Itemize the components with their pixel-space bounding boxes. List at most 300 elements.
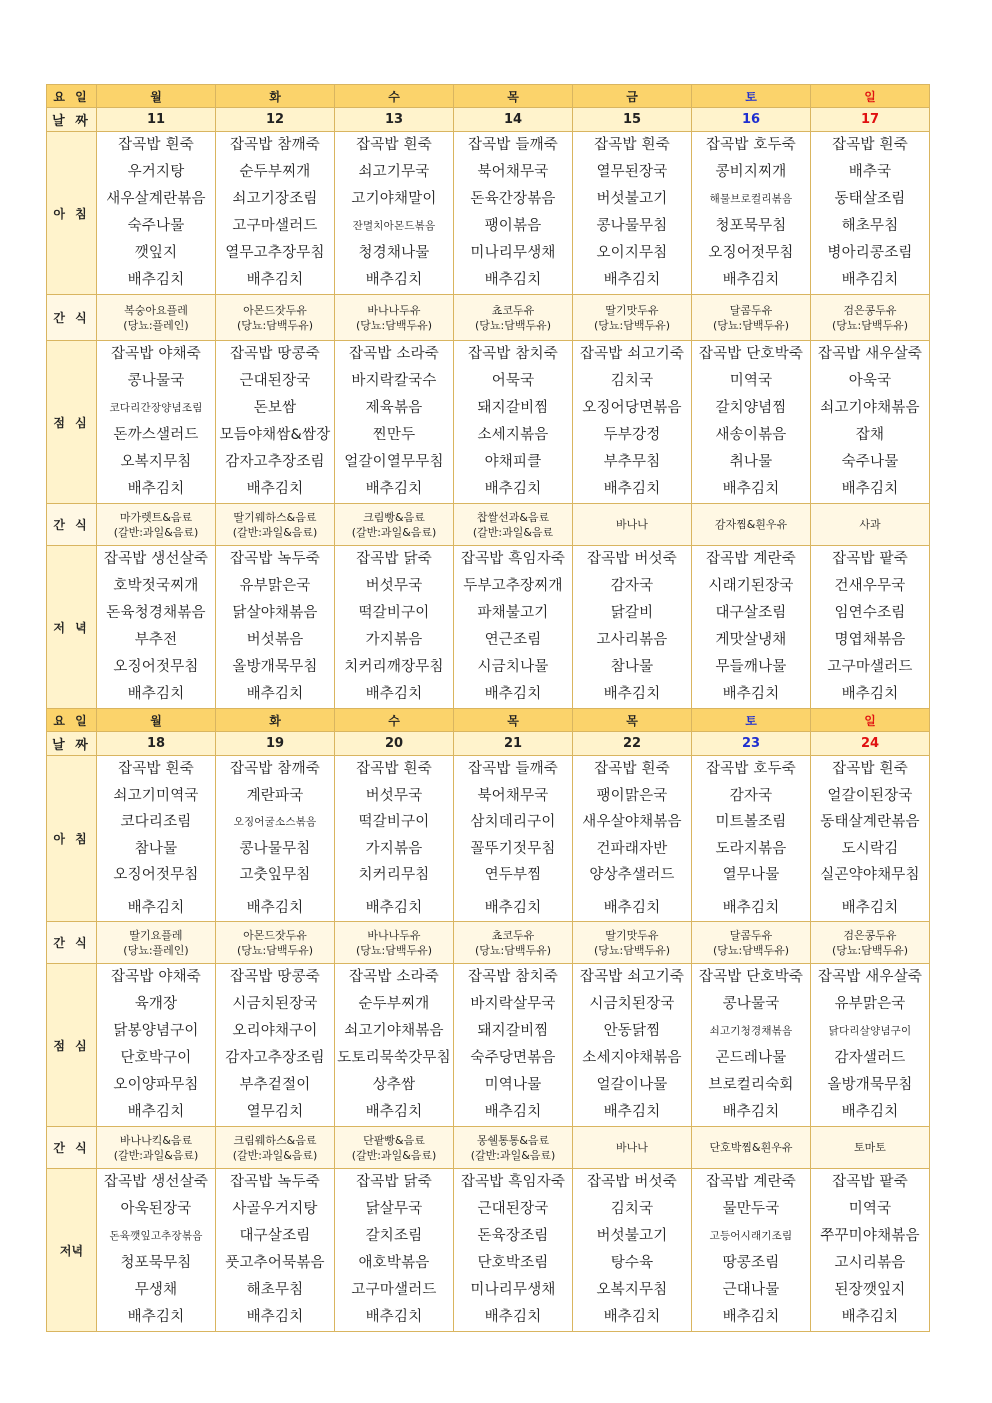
menu-item: 해초무침 — [841, 218, 899, 234]
snack-item: 딸기맛두유 — [605, 303, 659, 317]
menu-item: 배추김치 — [484, 899, 542, 916]
menu-item: 콩나물무침 — [239, 840, 311, 857]
date-number: 15 — [573, 108, 692, 132]
menu-item: 숙주당면볶음 — [470, 1050, 556, 1066]
snack_am-cell — [811, 922, 930, 964]
menu-item: 돈육청경채볶음 — [106, 605, 206, 621]
menu-item: 쇠고기무국 — [358, 164, 430, 180]
menu-item: 감자국 — [610, 578, 654, 594]
snack-item: 복숭아요플레 — [124, 303, 188, 317]
menu-item: 배추김치 — [246, 1309, 304, 1325]
menu-item: 버섯무국 — [365, 787, 423, 804]
breakfast-cell — [692, 132, 811, 295]
snack-item: (갈반:과일&음료) — [232, 1148, 318, 1162]
menu-item: 콩나물국 — [127, 373, 185, 389]
menu-item: 대구살조림 — [715, 605, 787, 621]
menu-item: 두부고추장찌개 — [463, 578, 563, 594]
menu-item: 잡곡밥 호두죽 — [705, 761, 797, 777]
menu-item: 닭다리살양념구이 — [828, 1025, 912, 1037]
snack-item: (당뇨:담백두유) — [355, 943, 433, 957]
menu-item: 배추김치 — [365, 686, 423, 702]
snack-item: 크림웨하스&음료 — [233, 1133, 317, 1147]
snack_am-cell — [811, 295, 930, 341]
menu-item: 북어채무국 — [477, 787, 549, 804]
menu-item: 열무고추장무침 — [225, 245, 325, 261]
dinner-cell — [573, 1169, 692, 1332]
menu-item: 배추김치 — [484, 272, 542, 288]
date-number: 23 — [692, 732, 811, 756]
menu-item: 미역국 — [729, 373, 773, 389]
menu-item: 배추김치 — [841, 1104, 899, 1120]
day-label: 요 일 — [47, 709, 97, 732]
snack-item: (갈반:과일&음료) — [351, 525, 437, 539]
menu-item: 오이양파무침 — [113, 1077, 199, 1093]
lunch-label: 점 심 — [47, 341, 97, 504]
menu-item: 시금치된장국 — [589, 996, 675, 1012]
menu-item: 잡곡밥 흰죽 — [356, 761, 432, 777]
snack-item: (당뇨:담백두유) — [831, 943, 909, 957]
menu-item: 오이지무침 — [596, 245, 668, 261]
menu-item: 제육볶음 — [365, 400, 423, 416]
menu-item: 아욱국 — [848, 373, 892, 389]
menu-item: 고사리볶음 — [596, 632, 668, 648]
menu-item: 새우살야채볶음 — [582, 814, 682, 830]
snack-item: (당뇨:플레인) — [123, 318, 189, 332]
breakfast-cell — [454, 756, 573, 922]
snack_am-cell — [216, 295, 335, 341]
menu-item: 잡곡밥 녹두죽 — [229, 1174, 321, 1190]
snack-item: 마가렛트&음료 — [119, 510, 193, 524]
snack_am-cell — [573, 295, 692, 341]
menu-item: 취나물 — [729, 454, 773, 470]
lunch-cell — [335, 341, 454, 504]
menu-item: 배추김치 — [603, 481, 661, 497]
day-label: 요 일 — [47, 85, 97, 108]
menu-item: 부추겉절이 — [239, 1077, 311, 1093]
breakfast-row — [47, 756, 930, 922]
snack-item: 아몬드잣두유 — [243, 928, 307, 942]
menu-item: 잡곡밥 생선살죽 — [103, 551, 209, 567]
menu-item: 감자고추장조림 — [225, 454, 325, 470]
snack-item: 달콤두유 — [729, 928, 773, 942]
breakfast-label: 아 침 — [47, 132, 97, 295]
snack_pm-cell — [573, 504, 692, 546]
date-number: 13 — [335, 108, 454, 132]
menu-item: 청경채나물 — [358, 245, 430, 261]
menu-item: 애호박볶음 — [358, 1255, 430, 1271]
menu-item: 미역국 — [848, 1201, 892, 1217]
day-name: 목 — [573, 709, 692, 732]
menu-item: 상추쌈 — [372, 1077, 416, 1093]
menu-item: 미역나물 — [484, 1077, 542, 1093]
snack-item: 달콤두유 — [729, 303, 773, 317]
lunch-cell — [454, 964, 573, 1127]
snack-item: 바나나 — [616, 518, 648, 531]
menu-item: 배추김치 — [722, 1309, 780, 1325]
snack-item: 감자찜&흰우유 — [714, 518, 788, 531]
day-name: 금 — [573, 85, 692, 108]
menu-item: 동태살계란볶음 — [820, 814, 920, 830]
dinner-cell — [454, 1169, 573, 1332]
menu-item: 고등어시래기조림 — [709, 1230, 793, 1242]
snack_am-cell — [692, 295, 811, 341]
menu-item: 무생채 — [134, 1282, 178, 1298]
menu-item: 우거지탕 — [127, 164, 185, 180]
menu-item: 북어채무국 — [477, 164, 549, 180]
snack-item: (갈반:과일&음료) — [351, 1148, 437, 1162]
snack-item: 크림빵&음료 — [363, 510, 425, 524]
snack-item: 바나나두유 — [367, 928, 421, 942]
day-name: 월 — [97, 85, 216, 108]
menu-item: 잡채 — [855, 427, 885, 443]
lunch-cell — [97, 964, 216, 1127]
snack-item: 쵸코두유 — [491, 303, 535, 317]
menu-item: 버섯불고기 — [596, 1228, 668, 1244]
menu-item: 배추김치 — [484, 481, 542, 497]
date-label: 날 짜 — [47, 732, 97, 756]
menu-item: 근대나물 — [722, 1282, 780, 1298]
lunch-cell — [454, 341, 573, 504]
menu-item: 잡곡밥 단호박죽 — [698, 346, 804, 362]
menu-item: 단호박조림 — [477, 1255, 549, 1271]
menu-item: 잡곡밥 쇠고기죽 — [579, 346, 685, 362]
menu-item: 배추김치 — [127, 686, 185, 702]
menu-item: 잡곡밥 땅콩죽 — [229, 346, 321, 362]
day-name: 토 — [692, 709, 811, 732]
date-number: 16 — [692, 108, 811, 132]
menu-item: 쇠고기야채볶음 — [344, 1023, 444, 1039]
menu-item: 배추김치 — [841, 686, 899, 702]
lunch-cell — [335, 964, 454, 1127]
snack_am-cell — [454, 295, 573, 341]
snack-item: (갈반:과일&음료) — [232, 525, 318, 539]
menu-item: 치커리깨장무침 — [344, 659, 444, 675]
menu-item: 배추김치 — [841, 1309, 899, 1325]
menu-item: 실곤약야채무침 — [820, 867, 920, 883]
menu-item: 오징어굴소스볶음 — [233, 816, 317, 828]
menu-item: 쇠고기장조림 — [232, 191, 318, 207]
menu-item: 배추김치 — [127, 481, 185, 497]
snack-item: (당뇨:담백두유) — [355, 318, 433, 332]
breakfast-cell — [692, 756, 811, 922]
menu-item: 팽이볶음 — [484, 218, 542, 234]
menu-item: 탕수육 — [610, 1255, 654, 1271]
menu-item: 잡곡밥 들깨죽 — [467, 761, 559, 777]
date-number: 18 — [97, 732, 216, 756]
menu-item: 잡곡밥 팥죽 — [832, 1174, 908, 1190]
dinner-cell — [692, 546, 811, 709]
menu-item: 배추김치 — [841, 481, 899, 497]
snack_pm-label: 간 식 — [47, 504, 97, 546]
breakfast-cell — [573, 132, 692, 295]
menu-item: 잡곡밥 닭죽 — [356, 551, 432, 567]
menu-item: 잡곡밥 단호박죽 — [698, 969, 804, 985]
snack_am-label: 간 식 — [47, 922, 97, 964]
day-name: 목 — [454, 85, 573, 108]
menu-item: 잡곡밥 생선살죽 — [103, 1174, 209, 1190]
menu-item: 청포묵무침 — [715, 218, 787, 234]
snack-item: (당뇨:플레인) — [123, 943, 189, 957]
date-number: 14 — [454, 108, 573, 132]
menu-item: 모듬야채쌈&쌈장 — [219, 427, 331, 443]
lunch-cell — [692, 341, 811, 504]
day-name: 토 — [692, 85, 811, 108]
menu-item: 얼갈이된장국 — [827, 787, 913, 804]
menu-item: 배추김치 — [246, 272, 304, 288]
menu-item: 콩비지찌개 — [715, 164, 787, 180]
menu-item: 배추김치 — [841, 899, 899, 916]
snack_pm-cell — [97, 504, 216, 546]
menu-item: 쇠고기미역국 — [113, 787, 199, 804]
menu-item: 닭갈비 — [610, 605, 654, 621]
menu-item: 잡곡밥 들깨죽 — [467, 137, 559, 153]
menu-item: 배추김치 — [603, 686, 661, 702]
dinner-cell — [692, 1169, 811, 1332]
menu-item: 잡곡밥 야채죽 — [110, 969, 202, 985]
menu-item: 배추김치 — [127, 1309, 185, 1325]
dinner-cell — [811, 546, 930, 709]
menu-item: 잡곡밥 버섯죽 — [586, 551, 678, 567]
snack_pm-row — [47, 504, 930, 546]
menu-item: 해물브로컬리볶음 — [709, 193, 793, 205]
menu-item: 김치국 — [610, 373, 654, 389]
snack_pm-row — [47, 1127, 930, 1169]
snack_pm-cell — [335, 504, 454, 546]
menu-item: 도토리묵쑥갓무침 — [337, 1050, 451, 1066]
menu-item: 야채피클 — [484, 454, 542, 470]
snack-item: (당뇨:담백두유) — [236, 318, 314, 332]
menu-item: 오복지무침 — [120, 454, 192, 470]
menu-item: 가지볶음 — [365, 840, 423, 857]
menu-item: 오징어당면볶음 — [582, 400, 682, 416]
menu-item: 시래기된장국 — [708, 578, 794, 594]
menu-item: 연두부찜 — [484, 867, 542, 883]
menu-item: 닭살야채볶음 — [232, 605, 318, 621]
date-number: 22 — [573, 732, 692, 756]
menu-item: 배추김치 — [603, 899, 661, 916]
snack_am-cell — [454, 922, 573, 964]
menu-item: 잡곡밥 흰죽 — [118, 137, 194, 153]
snack-item: (당뇨:담백두유) — [831, 318, 909, 332]
dinner-cell — [216, 1169, 335, 1332]
menu-item: 꼴뚜기젓무침 — [470, 840, 556, 857]
snack_pm-cell — [692, 504, 811, 546]
menu-item: 미나리무생채 — [470, 245, 556, 261]
snack_pm-cell — [811, 1127, 930, 1169]
snack_pm-cell — [811, 504, 930, 546]
menu-item: 곤드레나물 — [715, 1050, 787, 1066]
menu-item: 돈육깻잎고추장볶음 — [109, 1230, 203, 1242]
menu-item: 땅콩조림 — [722, 1255, 780, 1271]
snack-item: 바나나 — [616, 1141, 648, 1154]
snack-item: 단팥빵&음료 — [363, 1133, 425, 1147]
lunch-cell — [216, 964, 335, 1127]
menu-item: 잡곡밥 참깨죽 — [229, 137, 321, 153]
menu-item: 오징어젓무침 — [113, 659, 199, 675]
date-row — [47, 108, 930, 132]
menu-item: 잡곡밥 흑임자죽 — [460, 551, 566, 567]
menu-item: 닭살무국 — [365, 1201, 423, 1217]
menu-item: 미나리무생채 — [470, 1282, 556, 1298]
lunch-label: 점 심 — [47, 964, 97, 1127]
menu-item: 잔멸치아몬드볶음 — [352, 220, 436, 232]
lunch-row — [47, 964, 930, 1127]
breakfast-label: 아 침 — [47, 756, 97, 922]
breakfast-cell — [811, 132, 930, 295]
menu-item: 배추김치 — [841, 272, 899, 288]
menu-item: 배추김치 — [722, 686, 780, 702]
menu-item: 코다리조림 — [120, 814, 192, 830]
menu-item: 청포묵무침 — [120, 1255, 192, 1271]
menu-item: 배추김치 — [484, 1309, 542, 1325]
menu-item: 팽이맑은국 — [596, 787, 668, 804]
menu-item: 잡곡밥 녹두죽 — [229, 551, 321, 567]
snack_am-cell — [97, 922, 216, 964]
day-name: 수 — [335, 85, 454, 108]
menu-item: 오징어젓무침 — [708, 245, 794, 261]
menu-item: 배추김치 — [127, 1104, 185, 1120]
menu-item: 잡곡밥 참깨죽 — [229, 761, 321, 777]
snack_am-row — [47, 295, 930, 341]
snack-item: (당뇨:담백두유) — [712, 943, 790, 957]
menu-item: 두부강정 — [603, 427, 661, 443]
menu-item: 콩나물무침 — [596, 218, 668, 234]
menu-item: 고구마샐러드 — [232, 218, 318, 234]
menu-item: 어묵국 — [491, 373, 535, 389]
menu-item: 바지락칼국수 — [351, 373, 437, 389]
menu-item: 오리야채구이 — [232, 1023, 318, 1039]
menu-item: 잡곡밥 흰죽 — [356, 137, 432, 153]
menu-item: 고시리볶음 — [834, 1255, 906, 1271]
menu-item: 김치국 — [610, 1201, 654, 1217]
snack_pm-cell — [97, 1127, 216, 1169]
day-name: 수 — [335, 709, 454, 732]
snack_am-cell — [335, 922, 454, 964]
menu-item: 잡곡밥 계란죽 — [705, 1174, 797, 1190]
menu-item: 콩나물국 — [722, 996, 780, 1012]
menu-item: 잡곡밥 호두죽 — [705, 137, 797, 153]
menu-item: 얼갈이열무무침 — [344, 454, 444, 470]
menu-item: 고춧잎무침 — [239, 867, 311, 883]
menu-item: 감자샐러드 — [834, 1050, 906, 1066]
day-name: 월 — [97, 709, 216, 732]
menu-item: 올방개묵무침 — [827, 1077, 913, 1093]
menu-item: 잡곡밥 흰죽 — [594, 761, 670, 777]
snack_am-cell — [573, 922, 692, 964]
menu-item: 시금치된장국 — [232, 996, 318, 1012]
snack-item: (당뇨:담백두유) — [712, 318, 790, 332]
breakfast-cell — [216, 132, 335, 295]
menu-item: 고구마샐러드 — [827, 659, 913, 675]
snack-item: (당뇨:담백두유) — [593, 943, 671, 957]
menu-item: 잡곡밥 소라죽 — [348, 346, 440, 362]
menu-item: 배추국 — [848, 164, 892, 180]
menu-item: 감자국 — [729, 787, 773, 804]
date-label: 날 짜 — [47, 108, 97, 132]
menu-item: 잡곡밥 흰죽 — [832, 137, 908, 153]
lunch-row — [47, 341, 930, 504]
snack-item: 사과 — [859, 518, 881, 531]
menu-item: 순두부찌개 — [358, 996, 430, 1012]
menu-item: 참나물 — [134, 840, 178, 857]
menu-item: 잡곡밥 팥죽 — [832, 551, 908, 567]
snack_am-label: 간 식 — [47, 295, 97, 341]
menu-item: 유부맑은국 — [834, 996, 906, 1012]
menu-item: 배추김치 — [127, 272, 185, 288]
snack-item: (당뇨:담백두유) — [236, 943, 314, 957]
menu-item: 배추김치 — [246, 899, 304, 916]
breakfast-cell — [335, 132, 454, 295]
menu-item: 버섯볶음 — [246, 632, 304, 648]
day-name: 화 — [216, 709, 335, 732]
menu-item: 건파래자반 — [596, 840, 668, 857]
menu-item: 파채불고기 — [477, 605, 549, 621]
menu-item: 잡곡밥 버섯죽 — [586, 1174, 678, 1190]
day-name: 일 — [811, 709, 930, 732]
menu-item: 배추김치 — [365, 1104, 423, 1120]
menu-item: 돈육간장볶음 — [470, 191, 556, 207]
breakfast-cell — [573, 756, 692, 922]
snack_pm-cell — [454, 1127, 573, 1169]
menu-item: 양상추샐러드 — [589, 867, 675, 883]
dinner-cell — [454, 546, 573, 709]
breakfast-cell — [216, 756, 335, 922]
menu-item: 잡곡밥 흰죽 — [832, 761, 908, 777]
snack_am-cell — [97, 295, 216, 341]
menu-item: 연근조림 — [484, 632, 542, 648]
menu-item: 갈치양념찜 — [715, 400, 787, 416]
menu-item: 아욱된장국 — [120, 1201, 192, 1217]
breakfast-row — [47, 132, 930, 295]
menu-item: 오징어젓무침 — [113, 867, 199, 883]
snack-item: (갈반:과일&음료) — [113, 1148, 199, 1162]
menu-item: 코다리간장양념조림 — [109, 402, 203, 414]
menu-item: 잡곡밥 새우살죽 — [817, 346, 923, 362]
menu-item: 브로컬리숙회 — [708, 1077, 794, 1093]
snack_am-cell — [216, 922, 335, 964]
menu-item: 배추김치 — [246, 481, 304, 497]
day-header-row — [47, 85, 930, 108]
breakfast-cell — [811, 756, 930, 922]
snack_pm-cell — [216, 1127, 335, 1169]
menu-item: 새송이볶음 — [715, 427, 787, 443]
menu-item: 잡곡밥 흰죽 — [118, 761, 194, 777]
date-number: 21 — [454, 732, 573, 756]
menu-item: 떡갈비구이 — [358, 814, 430, 830]
dinner-label: 저 녁 — [47, 546, 97, 709]
menu-item: 배추김치 — [365, 481, 423, 497]
menu-item: 도라지볶음 — [715, 840, 787, 857]
snack_pm-cell — [454, 504, 573, 546]
menu-item: 배추김치 — [722, 272, 780, 288]
menu-item: 유부맑은국 — [239, 578, 311, 594]
menu-item: 배추김치 — [365, 272, 423, 288]
menu-item: 열무나물 — [722, 867, 780, 883]
menu-item: 부추전 — [134, 632, 178, 648]
menu-item: 잡곡밥 새우살죽 — [817, 969, 923, 985]
snack-item: 쵸코두유 — [491, 928, 535, 942]
menu-item: 오복지무침 — [596, 1282, 668, 1298]
menu-item: 배추김치 — [127, 899, 185, 916]
menu-item: 숙주나물 — [127, 218, 185, 234]
snack-item: 검은콩두유 — [843, 303, 897, 317]
menu-item: 배추김치 — [722, 481, 780, 497]
menu-item: 배추김치 — [603, 1309, 661, 1325]
lunch-cell — [811, 341, 930, 504]
menu-item: 잡곡밥 흑임자죽 — [460, 1174, 566, 1190]
menu-item: 시금치나물 — [477, 659, 549, 675]
menu-item: 미트볼조림 — [715, 814, 787, 830]
